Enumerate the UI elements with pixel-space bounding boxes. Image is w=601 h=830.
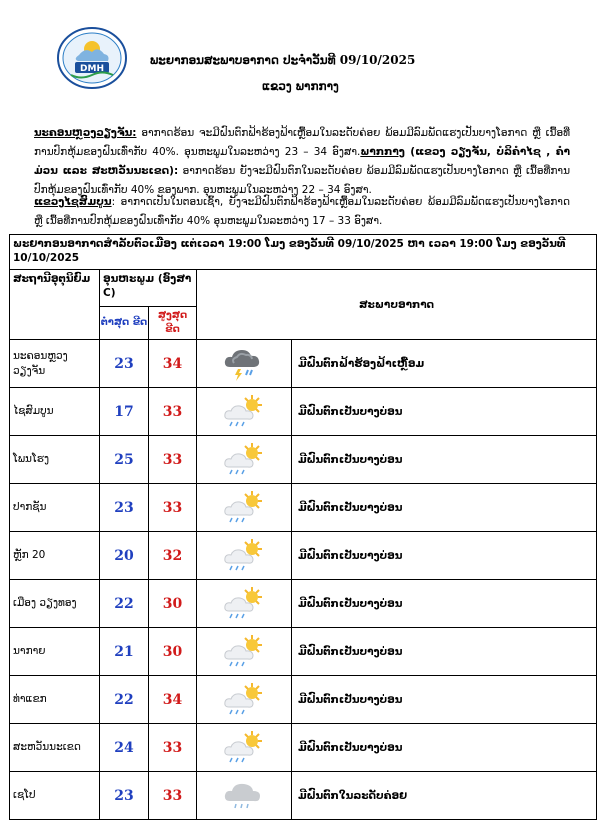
table-row: [10, 772, 597, 820]
province-name: ເມືອງ ວຽງທອງ: [10, 580, 100, 628]
province-name: ທ່າແຂກ: [10, 676, 100, 724]
table-row: [10, 484, 597, 532]
max-temp: 32: [149, 532, 197, 580]
sun-cloud-rain-icon: [197, 388, 292, 436]
max-temp: 33: [149, 388, 197, 436]
min-temp: 25: [100, 436, 149, 484]
min-temp: 23: [100, 484, 149, 532]
province-name: ນາກາຍ: [10, 628, 100, 676]
thunderstorm-cloud-icon: [197, 340, 292, 388]
min-temp: 21: [100, 628, 149, 676]
province-name: ນະຄອນຫຼວງວຽງຈັນ: [10, 340, 100, 388]
summary-text-xaisomboun: ອາກາດເປັນໃນຕອນເຊົ້າ, ຍັງຈະມີຝົນຕົກຟ້າຮ້ອງຟ້າເຫຼື້ອມໃນລະດັບຄ່ອຍ ພ້ອມມີລົມພັດແຮງເປັນບາງໂອກາດ ຫຼື ເນື້ອທີ່ການປົກຫຸ້ມຂອງຝົນເທົ່າກັບ 40% ອຸນຫະພູມໃນລະຫວ່າງ 17 – 33 ອົງສາ.: [34, 196, 570, 227]
min-temp: 17: [100, 388, 149, 436]
table-row: [10, 532, 597, 580]
max-temp: 30: [149, 580, 197, 628]
condition-text: ມີຝົນຕົກເປັນບາງບ່ອນ: [292, 436, 597, 484]
table-heading: ພະຍາກອນອາກາດສໍາລັບຕົວເມືອງ ແຕ່ເວລາ 19:00 ໂມງ ຂອງວັນທີ 09/10/2025 ຫາ ເວລາ 19:00 ໂມງ ຂອງວັນທີ 10/10/2025: [10, 235, 597, 270]
max-temp: 34: [149, 340, 197, 388]
condition-text: ມີຝົນຕົກເປັນບາງບ່ອນ: [292, 724, 597, 772]
header-temperature: ອຸນຫະພູມ (ອົງສາ C): [100, 270, 197, 307]
max-temp: 34: [149, 676, 197, 724]
max-temp: 33: [149, 724, 197, 772]
province-name: ໄຊສົມບູນ: [10, 388, 100, 436]
table-row: [10, 388, 597, 436]
header-max: ສູງສຸດ ຂີດ: [149, 307, 197, 340]
summary-paragraph-2: [34, 193, 570, 231]
sun-cloud-rain-icon: [197, 436, 292, 484]
condition-text: ມີຝົນຕົກເປັນບາງບ່ອນ: [292, 484, 597, 532]
summary-colon: :: [111, 196, 116, 208]
province-name: ປາກຊັນ: [10, 484, 100, 532]
sun-cloud-rain-icon: [197, 484, 292, 532]
summary-provinces: (ແຂວງ ວຽງຈັນ, ບໍລິຄໍາໄຊ , ຄໍາມ່ວນ ແລະ ສະຫວັນນະເຂດ):: [34, 146, 571, 177]
summary-label-vientiane: ນະຄອນຫຼວງວຽງຈັນ:: [34, 127, 137, 139]
condition-text: ມີຝົນຕົກເປັນບາງບ່ອນ: [292, 580, 597, 628]
condition-text: ມີຝົນຕົກຟ້າຮ້ອງຟ້າເຫຼື້ອມ: [292, 340, 597, 388]
sun-cloud-rain-icon: [197, 580, 292, 628]
condition-text: ມີຝົນຕົກເປັນບາງບ່ອນ: [292, 388, 597, 436]
summary-label-xaisomboun: ແຂວງໄຊສົມບູນ: [34, 196, 112, 208]
summary-paragraph-1: [34, 124, 570, 200]
table-row: [10, 340, 597, 388]
summary-text-vientiane: ອາກາດຮ້ອນ ຈະມີຝົນຕົກຟ້າຮ້ອງຟ້າເຫຼື້ອມໃນລະດັບຄ່ອຍ ພ້ອມມີລົມພັດແຮງເປັນບາງໂອກາດ ຫຼື ເນື້ອທີ່ການປົກຫຸ້ມຂອງຝົນເທົ່າກັບ 40%. ອຸນຫະພູມໃນລະຫວ່າງ 23 – 34 ອົງສາ.: [34, 127, 570, 158]
condition-text: ມີຝົນຕົກເປັນບາງບ່ອນ: [292, 532, 597, 580]
header-condition: ສະພາບອາກາດ: [197, 270, 597, 340]
min-temp: 23: [100, 772, 149, 820]
max-temp: 33: [149, 484, 197, 532]
summary-text-central: ອາກາດຮ້ອນ ຍັງຈະມີຝົນຕົກໃນລະດັບຄ່ອຍ ພ້ອມມີລົມພັດແຮງເປັນບາງໂອກາດ ຫຼື ເນື້ອທີ່ການປົກຫຸ້ມຂອງຝົນເທົ່າກັບ 40% ຂອງພາກ. ອຸນຫະພູມໃນລະຫວ່າງ 22 – 34 ອົງສາ.: [34, 165, 570, 196]
page-subtitle: ແຂວງ ພາກກາງ: [262, 79, 339, 93]
max-temp: 33: [149, 436, 197, 484]
max-temp: 33: [149, 772, 197, 820]
table-row: [10, 580, 597, 628]
sun-cloud-rain-icon: [197, 676, 292, 724]
table-row: [10, 628, 597, 676]
province-name: ຫຼັກ 20: [10, 532, 100, 580]
condition-text: ມີຝົນຕົກເປັນບາງບ່ອນ: [292, 676, 597, 724]
min-temp: 22: [100, 676, 149, 724]
sun-cloud-rain-icon: [197, 628, 292, 676]
sun-cloud-rain-icon: [197, 532, 292, 580]
province-name: ສະຫວັນນະເຂດ: [10, 724, 100, 772]
forecast-table: [9, 234, 597, 820]
summary-label-central: ພາກກາງ: [360, 146, 405, 158]
min-temp: 23: [100, 340, 149, 388]
province-name: ເຊໂປ: [10, 772, 100, 820]
condition-text: ມີຝົນຕົກໃນລະດັບຄ່ອຍ: [292, 772, 597, 820]
table-row: [10, 436, 597, 484]
page-title: ພະຍາກອນສະພາບອາກາດ ປະຈຳວັນທີ 09/10/2025: [150, 53, 416, 67]
header-min: ຕໍ່າສຸດ ຂີດ: [100, 307, 149, 340]
table-row: [10, 724, 597, 772]
max-temp: 30: [149, 628, 197, 676]
cloud-rain-icon: [197, 772, 292, 820]
min-temp: 22: [100, 580, 149, 628]
logo-text: DMH: [80, 64, 104, 74]
header-province: ສະຖານີອຸຕຸນິຍົມ: [10, 270, 100, 340]
min-temp: 20: [100, 532, 149, 580]
condition-text: ມີຝົນຕົກເປັນບາງບ່ອນ: [292, 628, 597, 676]
table-row: [10, 676, 597, 724]
sun-cloud-rain-icon: [197, 724, 292, 772]
min-temp: 24: [100, 724, 149, 772]
province-name: ໂພນໂຮງ: [10, 436, 100, 484]
